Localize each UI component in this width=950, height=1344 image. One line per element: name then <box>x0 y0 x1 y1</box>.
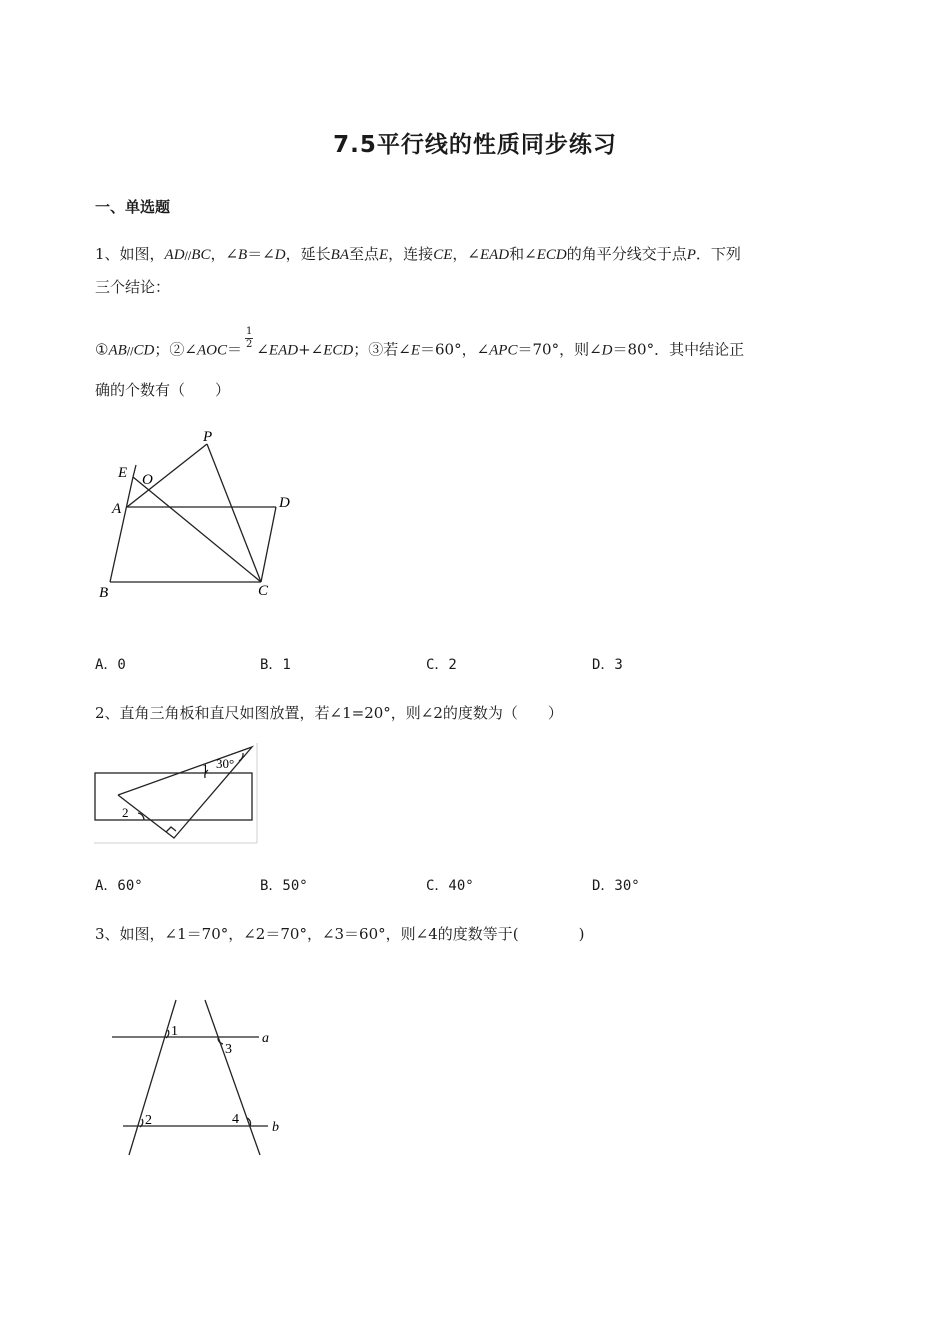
q1-text: 的角平分线交于点 <box>566 245 687 263</box>
q1-text: ＝∠ <box>247 245 275 263</box>
question-1-line-1 <box>95 244 741 267</box>
q1-math: EAD <box>479 247 510 263</box>
q1-text: ，∠ <box>452 245 480 263</box>
parallel-symbol: // <box>126 346 134 358</box>
section-title: 一、单选题 <box>95 198 171 216</box>
angle-label-1: 1 <box>171 1024 178 1039</box>
label-a: A <box>112 501 122 517</box>
q1-math: D <box>601 342 613 359</box>
figure-q1-quadrilateral <box>90 420 320 610</box>
q2-option-d[interactable]: D．30° <box>592 878 640 894</box>
q1-option-a[interactable]: A．0 <box>95 657 126 673</box>
label-p: P <box>203 429 213 445</box>
q2-option-b[interactable]: B．50° <box>260 878 308 894</box>
q1-text: +∠ <box>298 340 324 359</box>
label-e: E <box>118 465 128 481</box>
q1-math: CD <box>133 342 155 359</box>
q1-math: EAD <box>268 342 299 359</box>
q2-option-c[interactable]: C．40° <box>426 878 474 894</box>
q1-math: APC <box>489 342 518 359</box>
q1-text: ① <box>95 340 109 359</box>
figure-q2-triangle-ruler <box>92 743 262 847</box>
label-b: B <box>99 585 109 601</box>
q1-text: ＝ <box>226 340 242 359</box>
q1-math: E <box>410 342 420 359</box>
q1-text: ．下列 <box>695 245 741 263</box>
figure-q3-parallel-lines <box>105 995 295 1160</box>
q1-math: CE <box>433 247 453 263</box>
q1-math: ECD <box>536 247 567 263</box>
q1-math: P <box>686 247 696 263</box>
q1-text: ，连接 <box>388 245 434 263</box>
question-3-text: 3、如图，∠1＝70°，∠2＝70°，∠3＝60°，则∠4的度数等于( ) <box>95 925 585 943</box>
question-2-text: 2、直角三角板和直尺如图放置，若∠1=20°，则∠2的度数为（ ） <box>95 704 563 722</box>
q1-text: ＝70°，则∠ <box>517 340 602 359</box>
q1-text: ；②∠ <box>154 340 197 359</box>
q1-math: AB <box>108 342 127 359</box>
q1-math: D <box>274 247 286 263</box>
q1-math: AD <box>164 247 185 263</box>
q1-math: B <box>238 247 248 263</box>
fraction-numerator: 1 <box>245 326 253 337</box>
line-label-b: b <box>272 1120 279 1135</box>
q1-math: E <box>379 247 389 263</box>
q1-text: ，∠ <box>210 245 239 263</box>
angle-label-3: 3 <box>225 1042 232 1057</box>
q2-option-a[interactable]: A．60° <box>95 878 143 894</box>
q1-option-b[interactable]: B．1 <box>260 657 291 673</box>
parallel-symbol: // <box>184 251 192 262</box>
question-1-line-4: 确的个数有（ ） <box>95 381 231 399</box>
q1-math: BA <box>330 247 349 263</box>
label-o: O <box>142 472 153 488</box>
q1-option-c[interactable]: C．2 <box>426 657 457 673</box>
fraction-one-half <box>245 326 253 351</box>
q1-text: ；③若∠ <box>353 340 411 359</box>
line-label-a: a <box>262 1031 269 1046</box>
angle-label-1: 1 <box>202 761 209 776</box>
angle-label-4: 4 <box>232 1112 239 1127</box>
q1-math: ECD <box>323 342 354 359</box>
q1-text: 至点 <box>348 245 379 263</box>
label-c: C <box>258 583 269 599</box>
q1-math: AOC <box>196 342 227 359</box>
fraction-denominator: 2 <box>245 339 253 350</box>
q1-text: ＝80°．其中结论正 <box>612 340 745 359</box>
q1-text: ∠ <box>256 340 269 359</box>
q1-math: BC <box>191 247 211 263</box>
question-1-line-2: 三个结论： <box>95 278 171 296</box>
page-title: 7.5平行线的性质同步练习 <box>333 132 617 158</box>
q1-text: ＝60°，∠ <box>419 340 490 359</box>
angle-label-30: 30° <box>216 756 235 771</box>
q1-text: ，延长 <box>285 245 331 263</box>
q1-text: 1、如图， <box>95 245 165 263</box>
q1-text: 和∠ <box>509 245 537 263</box>
label-d: D <box>279 495 290 511</box>
angle-label-2: 2 <box>122 805 129 820</box>
q1-option-d[interactable]: D．3 <box>592 657 623 673</box>
question-1-line-3 <box>95 326 745 363</box>
angle-label-2: 2 <box>145 1113 152 1128</box>
